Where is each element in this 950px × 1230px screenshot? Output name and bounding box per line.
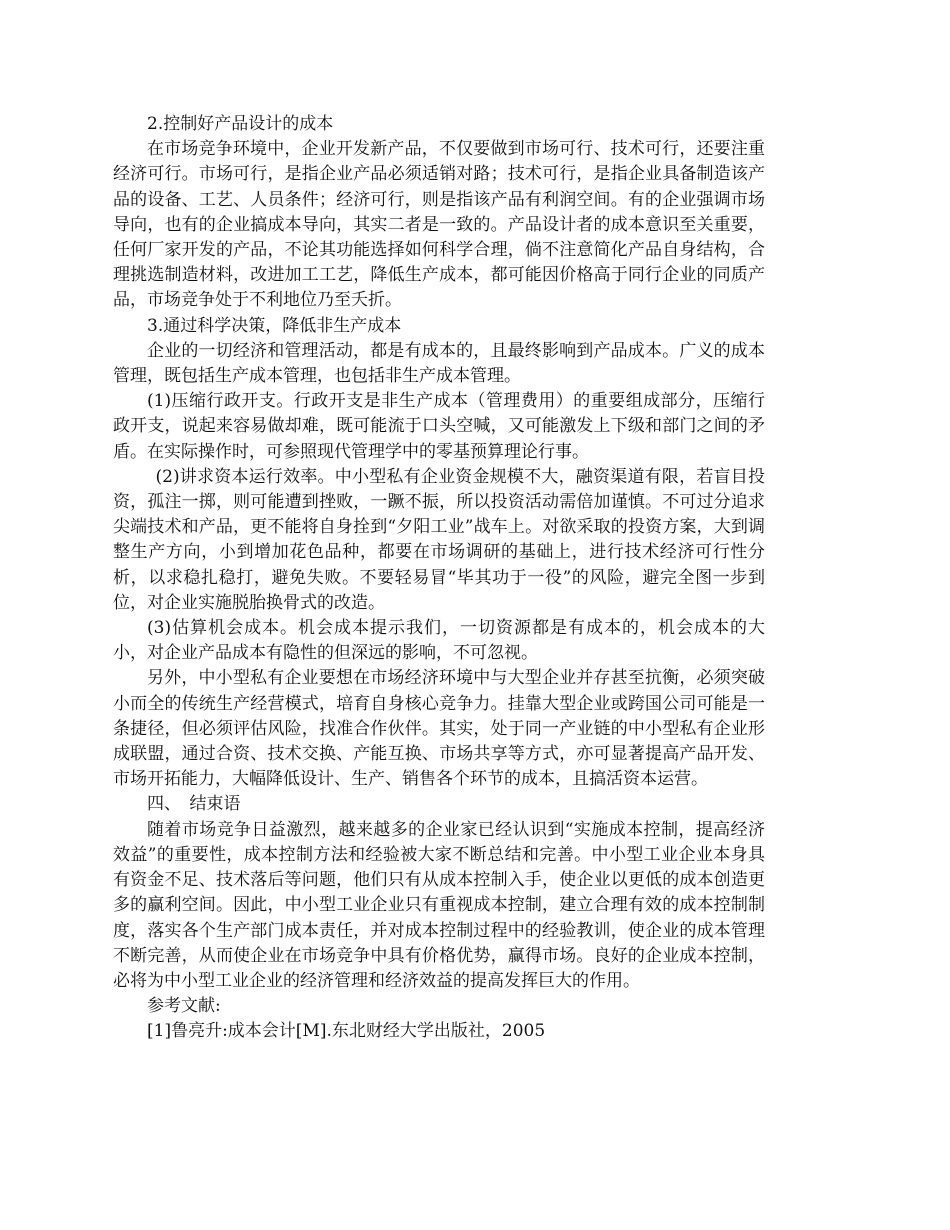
section-heading-2: 2.控制好产品设计的成本 — [147, 114, 334, 134]
paragraph-admin-expense: (1)压缩行政开支。行政开支是非生产成本（管理费用）的重要组成部分，压缩行政开支，说起来容易做却难，既可能流于口头空喊，又可能激发上下级和部门之间的矛盾。在实际操作时，可参照现代管理学中的零基预算理论行事。 — [113, 391, 765, 462]
document-page — [113, 112, 765, 1045]
section-heading-3: 3.通过科学决策，降低非生产成本 — [147, 315, 402, 336]
section-heading-conclusion: 四、 结束语 — [147, 794, 241, 815]
paragraph-product-design: 在市场竞争环境中，企业开发新产品，不仅要做到市场可行、技术可行，还要注重经济可行。市场可行，是指企业产品必须适销对路；技术可行，是指企业具备制造该产品的设备、工艺、人员条件；经济可行，则是指该产品有利润空间。有的企业强调市场导向，也有的企业搞成本导向，其实二者是一致的。产品设计者的成本意识至关重要，任何厂家开发的产品，不论其功能选择如何科学合理，倘不注意简化产品自身结构，合理挑选制造材料，改进加工工艺，降低生产成本，都可能因价格高于同行企业的同质产品，市场竞争处于不利地位乃至夭折。 — [113, 139, 765, 311]
paragraph-capital-efficiency: (2)讲求资本运行效率。中小型私有企业资金规模不大，融资渠道有限，若盲目投资，孤注一掷，则可能遭到挫败，一蹶不振，所以投资活动需倍加谨慎。不可过分追求尖端技术和产品，更不能将自身拴到“夕阳工业”战车上。对欲采取的投资方案，大到调整生产方向，小到增加花色品种，都要在市场调研的基础上，进行技术经济可行性分析，以求稳扎稳打，避免失败。不要轻易冒“毕其功于一役”的风险，避完全图一步到位，对企业实施脱胎换骨式的改造。 — [113, 466, 765, 613]
paragraph-cost-management: 企业的一切经济和管理活动，都是有成本的，且最终影响到产品成本。广义的成本管理，既包括生产成本管理，也包括非生产成本管理。 — [113, 340, 765, 387]
references-heading: 参考文献: — [147, 996, 221, 1017]
paragraph-alliance: 另外，中小型私有企业要想在市场经济环境中与大型企业并存甚至抗衡，必须突破小而全的传统生产经营模式，培育自身核心竞争力。挂靠大型企业或跨国公司可能是一条捷径，但必须评估风险，找准合作伙伴。其实，处于同一产业链的中小型私有企业形成联盟，通过合资、技术交换、产能互换、市场共享等方式，亦可显著提高产品开发、市场开拓能力，大幅降低设计、生产、销售各个环节的成本，且搞活资本运营。 — [113, 668, 765, 790]
paragraph-conclusion: 随着市场竞争日益激烈，越来越多的企业家已经认识到“实施成本控制，提高经济效益”的重要性，成本控制方法和经验被大家不断总结和完善。中小型工业企业本身具有资金不足、技术落后等问题，他们只有从成本控制入手，使企业以更低的成本创造更多的赢利空间。因此，中小型工业企业只有重视成本控制，建立合理有效的成本控制制度，落实各个生产部门成本责任，并对成本控制过程中的经验教训，使企业的成本管理不断完善，从而使企业在市场竞争中具有价格优势，赢得市场。良好的企业成本控制，必将为中小型工业企业的经济管理和经济效益的提高发挥巨大的作用。 — [113, 819, 765, 991]
paragraph-opportunity-cost: (3)估算机会成本。机会成本提示我们，一切资源都是有成本的，机会成本的大小，对企业产品成本有隐性的但深远的影响，不可忽视。 — [113, 618, 765, 664]
reference-item-1: [1]鲁亮升:成本会计[M].东北财经大学出版社，2005 — [147, 1021, 546, 1042]
